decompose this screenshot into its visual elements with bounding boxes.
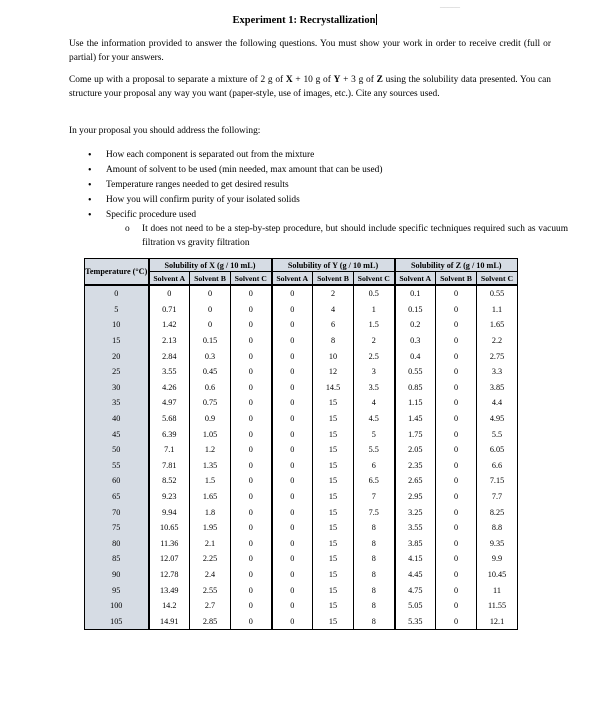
solubility-cell: 8	[354, 582, 395, 598]
solubility-cell: 6.6	[477, 458, 518, 474]
temperature-cell: 10	[85, 317, 149, 333]
table-row	[85, 364, 518, 380]
solubility-cell: 7	[354, 489, 395, 505]
temperature-cell: 15	[85, 333, 149, 349]
solubility-cell: 0	[231, 426, 272, 442]
solubility-cell: 15	[313, 598, 354, 614]
corner-mark: _____	[440, 0, 460, 9]
solubility-cell: 0	[231, 411, 272, 427]
solubility-cell: 1	[354, 302, 395, 318]
solubility-x-header: Solubility of X (g / 10 mL)	[149, 259, 272, 272]
solubility-cell: 0	[231, 598, 272, 614]
solubility-cell: 3.3	[477, 364, 518, 380]
solvent-header: Solvent C	[231, 272, 272, 286]
solubility-cell: 0	[231, 333, 272, 349]
solubility-cell: 0	[190, 317, 231, 333]
solubility-cell: 0	[436, 504, 477, 520]
solubility-cell: 0	[436, 285, 477, 302]
solubility-cell: 0	[436, 411, 477, 427]
solubility-cell: 7.81	[149, 458, 190, 474]
solubility-cell: 9.23	[149, 489, 190, 505]
solubility-cell: 2.35	[395, 458, 436, 474]
requirements-list	[88, 148, 558, 223]
solubility-cell: 14.91	[149, 613, 190, 629]
instructions-paragraph: Use the information provided to answer the following questions. You must show your work in order to receive credit (full or partial) for your answers.	[69, 39, 551, 63]
solubility-cell: 0	[231, 395, 272, 411]
solubility-cell: 0	[272, 348, 313, 364]
solubility-cell: 4.45	[395, 567, 436, 583]
solubility-cell: 0	[231, 504, 272, 520]
solubility-cell: 0	[272, 302, 313, 318]
solubility-cell: 0	[272, 333, 313, 349]
table-row	[85, 302, 518, 318]
solubility-cell: 8	[313, 333, 354, 349]
solubility-cell: 0	[272, 458, 313, 474]
solubility-cell: 0.55	[477, 285, 518, 302]
solubility-cell: 1.65	[190, 489, 231, 505]
solubility-cell: 0.5	[354, 285, 395, 302]
list-item: • Specific procedure used	[88, 208, 558, 223]
solubility-cell: 0	[436, 536, 477, 552]
temperature-cell: 60	[85, 473, 149, 489]
solubility-cell: 12.78	[149, 567, 190, 583]
table-row	[85, 317, 518, 333]
solubility-cell: 0	[272, 473, 313, 489]
solubility-cell: 8	[354, 567, 395, 583]
table-row	[85, 489, 518, 505]
solubility-cell: 0	[272, 380, 313, 396]
solubility-cell: 2.25	[190, 551, 231, 567]
solubility-cell: 12.1	[477, 613, 518, 629]
solubility-cell: 6.5	[354, 473, 395, 489]
solubility-cell: 1.35	[190, 458, 231, 474]
solubility-cell: 1.5	[354, 317, 395, 333]
solubility-cell: 0	[272, 442, 313, 458]
temperature-cell: 95	[85, 582, 149, 598]
table-row	[85, 380, 518, 396]
solubility-cell: 11.36	[149, 536, 190, 552]
temperature-cell: 100	[85, 598, 149, 614]
solubility-cell: 2.75	[477, 348, 518, 364]
solubility-cell: 0.4	[395, 348, 436, 364]
solubility-cell: 0	[231, 380, 272, 396]
solubility-cell: 0	[231, 536, 272, 552]
solubility-cell: 0.15	[190, 333, 231, 349]
sub-list-item: o It does not need to be a step-by-step procedure, but should include specific techniques required such as vacuum filtration vs gravity filtration	[125, 223, 568, 250]
solubility-cell: 0	[272, 582, 313, 598]
solubility-cell: 0	[231, 317, 272, 333]
temperature-cell: 85	[85, 551, 149, 567]
solubility-cell: 9.94	[149, 504, 190, 520]
solubility-cell: 8.25	[477, 504, 518, 520]
solubility-cell: 0	[272, 598, 313, 614]
solubility-cell: 1.1	[477, 302, 518, 318]
solubility-cell: 15	[313, 411, 354, 427]
solubility-cell: 3.85	[477, 380, 518, 396]
solubility-cell: 0	[436, 473, 477, 489]
solubility-cell: 8	[354, 520, 395, 536]
solubility-cell: 1.15	[395, 395, 436, 411]
page-title[interactable]: Experiment 1: Recrystallization	[232, 15, 376, 26]
solubility-cell: 0	[436, 598, 477, 614]
solubility-cell: 8	[354, 551, 395, 567]
solubility-cell: 2.85	[190, 613, 231, 629]
temperature-cell: 105	[85, 613, 149, 629]
solubility-cell: 0	[231, 458, 272, 474]
temperature-cell: 45	[85, 426, 149, 442]
solubility-cell: 14.5	[313, 380, 354, 396]
address-paragraph: In your proposal you should address the following:	[69, 126, 261, 136]
solubility-cell: 0	[272, 613, 313, 629]
list-item: • Temperature ranges needed to get desired results	[88, 178, 558, 193]
solubility-cell: 4.15	[395, 551, 436, 567]
solubility-cell: 0.1	[395, 285, 436, 302]
solubility-cell: 2.65	[395, 473, 436, 489]
solubility-cell: 0	[436, 333, 477, 349]
solubility-cell: 15	[313, 504, 354, 520]
solubility-cell: 5.68	[149, 411, 190, 427]
solubility-cell: 0	[436, 458, 477, 474]
solubility-cell: 0	[272, 364, 313, 380]
solubility-cell: 4.95	[477, 411, 518, 427]
solubility-cell: 12	[313, 364, 354, 380]
solubility-cell: 0	[231, 613, 272, 629]
solubility-cell: 1.05	[190, 426, 231, 442]
solubility-cell: 2.4	[190, 567, 231, 583]
solubility-cell: 15	[313, 567, 354, 583]
solubility-cell: 0.75	[190, 395, 231, 411]
solubility-cell: 0	[231, 489, 272, 505]
solubility-cell: 7.15	[477, 473, 518, 489]
solubility-cell: 0	[272, 520, 313, 536]
solubility-cell: 3.55	[149, 364, 190, 380]
solubility-cell: 4.26	[149, 380, 190, 396]
temperature-cell: 40	[85, 411, 149, 427]
solvent-header: Solvent A	[272, 272, 313, 286]
list-item: • How you will confirm purity of your isolated solids	[88, 193, 558, 208]
solubility-cell: 12.07	[149, 551, 190, 567]
solubility-cell: 0	[231, 520, 272, 536]
solubility-cell: 0	[231, 348, 272, 364]
solubility-cell: 0	[272, 536, 313, 552]
solubility-cell: 2.1	[190, 536, 231, 552]
solubility-cell: 4.75	[395, 582, 436, 598]
solvent-header: Solvent B	[190, 272, 231, 286]
table-row	[85, 504, 518, 520]
solubility-cell: 0	[436, 395, 477, 411]
solvent-header: Solvent A	[149, 272, 190, 286]
temperature-cell: 70	[85, 504, 149, 520]
temperature-cell: 80	[85, 536, 149, 552]
solvent-header: Solvent A	[395, 272, 436, 286]
solubility-cell: 0	[436, 302, 477, 318]
table-row	[85, 442, 518, 458]
solubility-cell: 2	[313, 285, 354, 302]
solubility-cell: 11	[477, 582, 518, 598]
solvent-header: Solvent B	[436, 272, 477, 286]
solubility-cell: 6	[313, 317, 354, 333]
solubility-y-header: Solubility of Y (g / 10 mL)	[272, 259, 395, 272]
list-item: • Amount of solvent to be used (min needed, max amount that can be used)	[88, 163, 558, 178]
solubility-cell: 0	[436, 426, 477, 442]
solubility-cell: 0	[272, 489, 313, 505]
solubility-cell: 0	[190, 302, 231, 318]
solubility-cell: 1.8	[190, 504, 231, 520]
solubility-cell: 2.13	[149, 333, 190, 349]
solubility-cell: 0	[272, 426, 313, 442]
solubility-cell: 1.5	[190, 473, 231, 489]
solubility-cell: 10.45	[477, 567, 518, 583]
solubility-cell: 0	[272, 285, 313, 302]
table-row	[85, 411, 518, 427]
solubility-cell: 9.35	[477, 536, 518, 552]
solubility-cell: 0	[436, 364, 477, 380]
solubility-cell: 6.05	[477, 442, 518, 458]
temperature-cell: 65	[85, 489, 149, 505]
solubility-cell: 6	[354, 458, 395, 474]
table-row	[85, 567, 518, 583]
solubility-cell: 15	[313, 520, 354, 536]
table-row	[85, 582, 518, 598]
solvent-header: Solvent C	[477, 272, 518, 286]
compound-x: X	[285, 75, 293, 85]
solubility-cell: 1.75	[395, 426, 436, 442]
solubility-cell: 10.65	[149, 520, 190, 536]
solubility-cell: 4	[313, 302, 354, 318]
text-cursor	[376, 14, 377, 25]
table-row	[85, 426, 518, 442]
table-row	[85, 333, 518, 349]
solubility-cell: 0	[272, 395, 313, 411]
temperature-cell: 30	[85, 380, 149, 396]
solubility-cell: 8.52	[149, 473, 190, 489]
solubility-cell: 0	[436, 489, 477, 505]
solubility-cell: 15	[313, 536, 354, 552]
solubility-cell: 7.7	[477, 489, 518, 505]
solubility-cell: 0.45	[190, 364, 231, 380]
solubility-cell: 15	[313, 489, 354, 505]
solubility-cell: 15	[313, 395, 354, 411]
solubility-cell: 8	[354, 536, 395, 552]
table-row	[85, 473, 518, 489]
table-row	[85, 520, 518, 536]
solubility-cell: 2.84	[149, 348, 190, 364]
solubility-cell: 0	[436, 442, 477, 458]
solubility-cell: 2.55	[190, 582, 231, 598]
table-row	[85, 395, 518, 411]
solubility-cell: 0	[272, 551, 313, 567]
table-row	[85, 598, 518, 614]
solubility-cell: 0	[272, 317, 313, 333]
solubility-cell: 10	[313, 348, 354, 364]
solubility-cell: 15	[313, 473, 354, 489]
temperature-cell: 5	[85, 302, 149, 318]
solubility-cell: 0	[436, 348, 477, 364]
temperature-cell: 55	[85, 458, 149, 474]
solubility-cell: 0	[231, 442, 272, 458]
solubility-cell: 6.39	[149, 426, 190, 442]
solubility-cell: 0	[231, 473, 272, 489]
solubility-cell: 0.3	[190, 348, 231, 364]
solubility-cell: 5.35	[395, 613, 436, 629]
temperature-cell: 20	[85, 348, 149, 364]
temperature-cell: 25	[85, 364, 149, 380]
solubility-cell: 3.55	[395, 520, 436, 536]
solubility-z-header: Solubility of Z (g / 10 mL)	[395, 259, 518, 272]
solubility-cell: 5.05	[395, 598, 436, 614]
compound-y: Y	[333, 75, 341, 85]
solvent-header: Solvent C	[354, 272, 395, 286]
solubility-cell: 1.45	[395, 411, 436, 427]
solubility-cell: 4.4	[477, 395, 518, 411]
table-row	[85, 536, 518, 552]
solubility-cell: 0	[231, 567, 272, 583]
solubility-cell: 5	[354, 426, 395, 442]
solubility-cell: 8	[354, 598, 395, 614]
solubility-cell: 0	[231, 285, 272, 302]
solubility-cell: 0.55	[395, 364, 436, 380]
compound-z: Z	[376, 75, 383, 85]
list-item: • How each component is separated out from the mixture	[88, 148, 558, 163]
solubility-cell: 8.8	[477, 520, 518, 536]
solubility-cell: 0	[436, 582, 477, 598]
solubility-cell: 2.5	[354, 348, 395, 364]
solubility-cell: 2.95	[395, 489, 436, 505]
solubility-cell: 15	[313, 613, 354, 629]
solubility-table	[84, 258, 518, 630]
solubility-cell: 15	[313, 582, 354, 598]
solubility-cell: 0.9	[190, 411, 231, 427]
proposal-paragraph: Come up with a proposal to separate a mixture of 2 g of X + 10 g of Y + 3 g of Z using the solubility data presented. You can structure your proposal any way you want (paper-style, use of images, etc.). Cite any sources used.	[69, 75, 551, 99]
solvent-header-row	[85, 272, 518, 286]
solubility-cell: 0	[190, 285, 231, 302]
solubility-cell: 0	[436, 380, 477, 396]
solubility-cell: 1.95	[190, 520, 231, 536]
solubility-cell: 15	[313, 442, 354, 458]
temperature-cell: 90	[85, 567, 149, 583]
solubility-cell: 3	[354, 364, 395, 380]
solubility-cell: 0.85	[395, 380, 436, 396]
solubility-cell: 5.5	[354, 442, 395, 458]
table-row	[85, 551, 518, 567]
temperature-cell: 75	[85, 520, 149, 536]
table-row	[85, 285, 518, 302]
solubility-cell: 13.49	[149, 582, 190, 598]
solubility-cell: 0.2	[395, 317, 436, 333]
solubility-cell: 0	[231, 302, 272, 318]
solubility-cell: 2	[354, 333, 395, 349]
solubility-cell: 4.97	[149, 395, 190, 411]
solubility-cell: 1.42	[149, 317, 190, 333]
solubility-cell: 0	[436, 567, 477, 583]
solubility-cell: 11.55	[477, 598, 518, 614]
solubility-cell: 0.6	[190, 380, 231, 396]
solubility-cell: 0	[272, 411, 313, 427]
solubility-cell: 1.2	[190, 442, 231, 458]
solubility-cell: 0.3	[395, 333, 436, 349]
solubility-cell: 2.05	[395, 442, 436, 458]
table-body	[85, 285, 518, 630]
solvent-header: Solvent B	[313, 272, 354, 286]
solubility-cell: 1.65	[477, 317, 518, 333]
solubility-cell: 14.2	[149, 598, 190, 614]
solubility-cell: 15	[313, 426, 354, 442]
solubility-cell: 4	[354, 395, 395, 411]
temperature-cell: 0	[85, 285, 149, 302]
solubility-cell: 0	[436, 613, 477, 629]
solubility-cell: 7.5	[354, 504, 395, 520]
temperature-cell: 50	[85, 442, 149, 458]
solubility-cell: 3.5	[354, 380, 395, 396]
solubility-cell: 0	[436, 551, 477, 567]
solubility-cell: 15	[313, 458, 354, 474]
solubility-cell: 0	[436, 317, 477, 333]
solubility-cell: 4.5	[354, 411, 395, 427]
table-row	[85, 613, 518, 629]
table-row	[85, 348, 518, 364]
solubility-cell: 3.85	[395, 536, 436, 552]
solubility-cell: 0	[231, 364, 272, 380]
solubility-cell: 0	[272, 567, 313, 583]
solubility-cell: 0.71	[149, 302, 190, 318]
solubility-cell: 3.25	[395, 504, 436, 520]
solubility-cell: 0	[149, 285, 190, 302]
solubility-cell: 0	[231, 551, 272, 567]
solubility-cell: 0.15	[395, 302, 436, 318]
temperature-cell: 35	[85, 395, 149, 411]
solubility-cell: 7.1	[149, 442, 190, 458]
temperature-header: Temperature (°C)	[85, 259, 149, 286]
table-row	[85, 458, 518, 474]
solubility-cell: 5.5	[477, 426, 518, 442]
solubility-cell: 15	[313, 551, 354, 567]
solubility-cell: 9.9	[477, 551, 518, 567]
solubility-cell: 2.7	[190, 598, 231, 614]
solubility-cell: 0	[272, 504, 313, 520]
solubility-cell: 0	[231, 582, 272, 598]
solubility-cell: 0	[436, 520, 477, 536]
solubility-cell: 2.2	[477, 333, 518, 349]
solubility-cell: 8	[354, 613, 395, 629]
